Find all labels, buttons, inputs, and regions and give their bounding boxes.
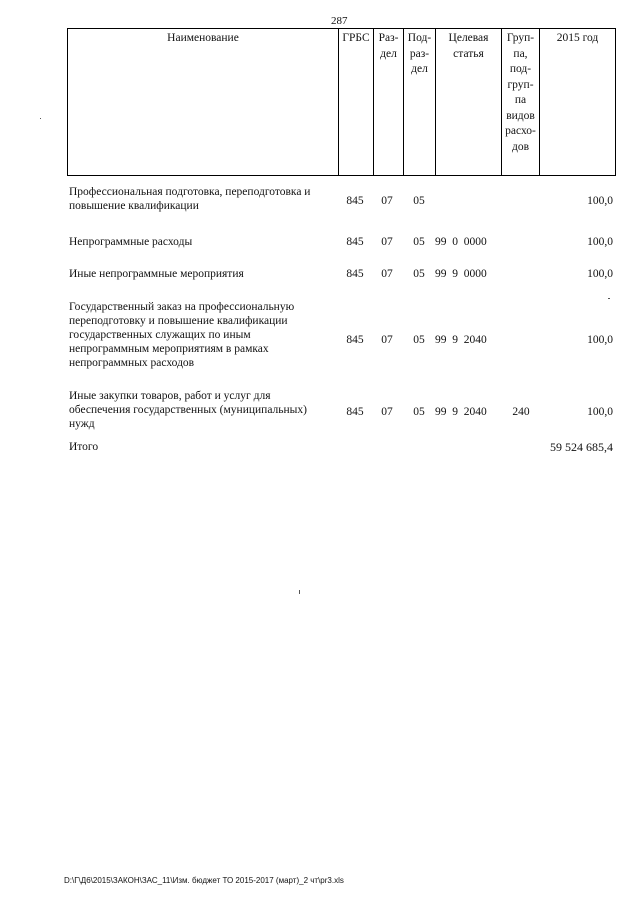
header-podrazdel-line: Под- [407, 32, 432, 44]
header-group-line: па, [513, 47, 528, 60]
row-name: Государственный заказ на профессиональную переподготовку и повышение квалификации государственных служащих по иным непрограммным мероприятиям в рамках непрограммных расходов [69, 301, 295, 369]
row-name: Иные закупки товаров, работ и услуг для обеспечения государственных (муниципальных) нужд [69, 390, 307, 430]
scan-speck [608, 298, 610, 299]
row-razdel: 07 [381, 268, 393, 280]
header-group-line: Груп- [506, 32, 535, 44]
row-podrazdel: 05 [413, 195, 425, 207]
header-name: Наименование [68, 29, 339, 176]
row-razdel: 07 [381, 195, 393, 207]
row-amount: 100,0 [587, 334, 613, 346]
header-group-line: под- [509, 63, 532, 75]
row-podrazdel: 05 [413, 236, 425, 248]
scan-speck [40, 118, 41, 119]
total-label: Итого [69, 441, 99, 453]
row-target: 99 9 2040 [435, 406, 487, 418]
row-grbs: 845 [346, 406, 364, 418]
page-number: 287 [331, 15, 348, 27]
header-razdel-line: Раз- [378, 32, 399, 44]
header-target-line: Целевая [448, 32, 489, 44]
row-amount: 100,0 [587, 195, 613, 207]
row-target: 99 9 0000 [435, 268, 487, 280]
header-podrazdel-line: дел [411, 63, 428, 75]
total-value: 59 524 685,4 [550, 440, 613, 454]
file-path-footer: D:\Г\Д6\2015\ЗАКОН\ЗАС_11\Изм. бюджет ТО 2015-2017 (март)_2 чт\pr3.xls [64, 876, 344, 885]
row-amount: 100,0 [587, 268, 613, 280]
row-podrazdel: 05 [413, 406, 425, 418]
row-podrazdel: 05 [413, 334, 425, 346]
header-podrazdel [404, 29, 436, 176]
header-grbs: ГРБС [339, 29, 374, 176]
row-amount: 100,0 [587, 236, 613, 248]
row-grbs: 845 [346, 236, 364, 248]
header-group-line: видов [506, 109, 535, 122]
row-amount: 100,0 [587, 406, 613, 418]
header-group [502, 29, 540, 176]
row-target: 99 0 0000 [435, 236, 487, 248]
header-year: 2015 год [540, 29, 616, 176]
header-group-line: дов [511, 140, 530, 153]
row-group: 240 [512, 406, 530, 418]
row-name: Непрограммные расходы [69, 236, 193, 248]
header-razdel [374, 29, 404, 176]
row-grbs: 845 [346, 268, 364, 280]
row-podrazdel: 05 [413, 268, 425, 280]
header-target-line: статья [453, 47, 484, 60]
header-podrazdel-line: раз- [409, 47, 430, 60]
row-grbs: 845 [346, 334, 364, 346]
header-group-line: па [514, 94, 527, 106]
row-grbs: 845 [346, 195, 364, 207]
table-header [67, 28, 616, 176]
header-target [436, 29, 502, 176]
header-group-line: груп- [507, 78, 534, 91]
row-razdel: 07 [381, 334, 393, 346]
row-razdel: 07 [381, 236, 393, 248]
header-razdel-line: дел [380, 47, 397, 60]
header-group-line: расхо- [505, 125, 536, 137]
row-name: Иные непрограммные мероприятия [69, 268, 244, 280]
row-name: Профессиональная подготовка, переподготовка и повышение квалификации [69, 186, 311, 212]
scan-speck [299, 590, 300, 594]
row-target: 99 9 2040 [435, 334, 487, 346]
row-razdel: 07 [381, 406, 393, 418]
